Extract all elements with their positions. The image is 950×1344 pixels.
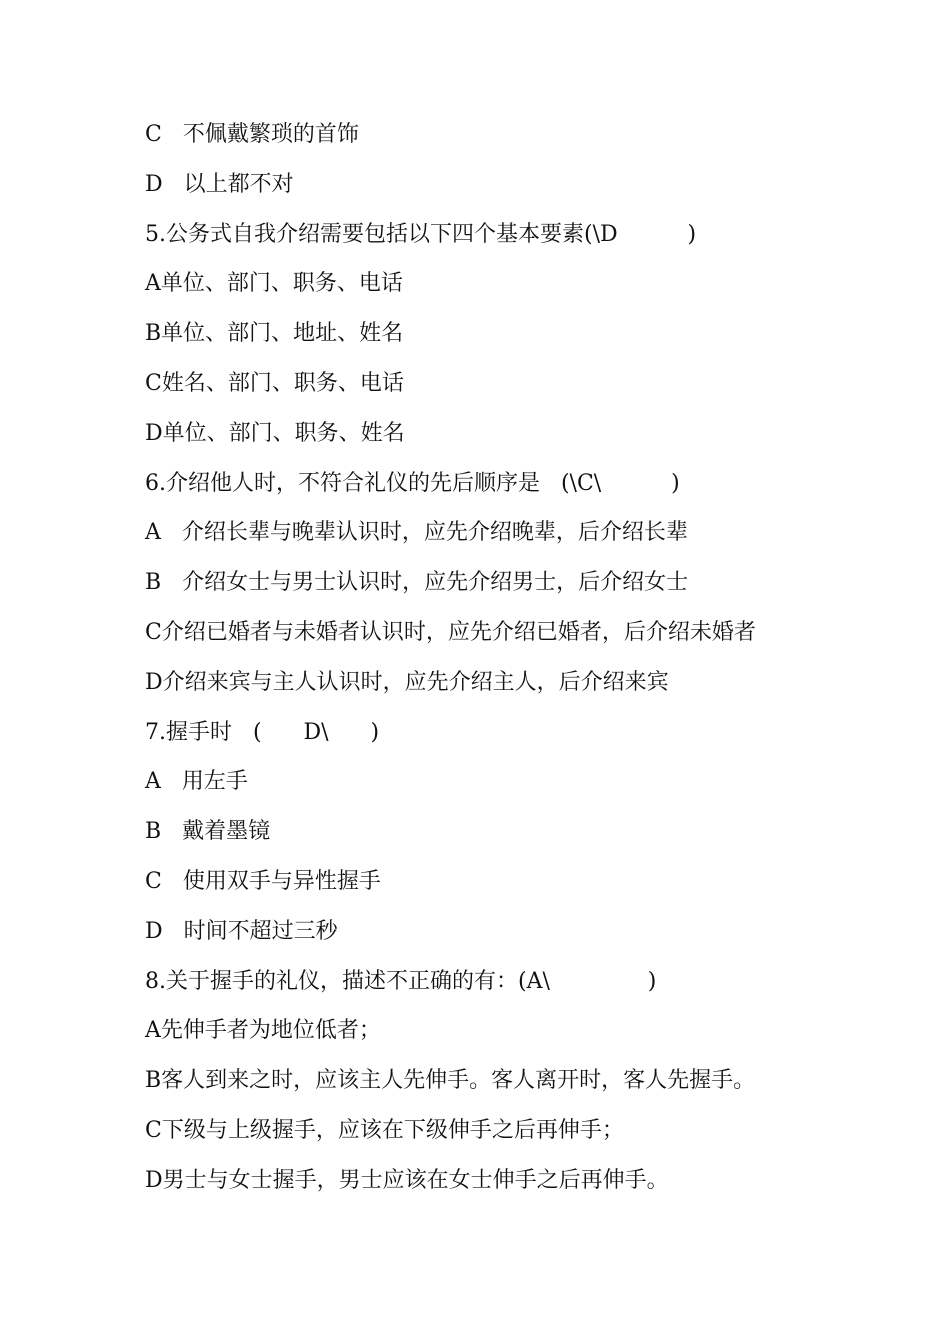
question-5-option-b: B单位、部门、地址、姓名 [145,321,404,347]
question-5-stem: 5.公务式自我介绍需要包括以下四个基本要素(\D ) [145,221,697,247]
question-7-stem: 7.握手时 ( D\ ) [145,719,380,745]
question-8-option-c: C下级与上级握手，应该在下级伸手之后再伸手； [145,1117,624,1143]
question-5-option-c: C姓名、部门、职务、电话 [145,370,404,396]
question-6-option-c: C介绍已婚者与未婚者认识时，应先介绍已婚者，后介绍未婚者 [145,619,756,645]
question-7-option-d: D 时间不超过三秒 [145,918,338,944]
question-6-stem: 6.介绍他人时，不符合礼仪的先后顺序是 (\C\ ) [145,470,680,496]
question-5-option-d: D单位、部门、职务、姓名 [145,420,405,446]
question-7-option-b: B 戴着墨镜 [145,819,271,845]
question-8-option-b: B客人到来之时，应该主人先伸手。客人离开时，客人先握手。 [145,1068,756,1094]
text-line: D 以上都不对 [145,171,294,197]
question-text-block [145,110,905,1206]
question-7-option-a: A 用左手 [145,769,248,795]
question-6-option-b: B 介绍女士与男士认识时，应先介绍男士，后介绍女士 [145,570,689,596]
question-8-option-d: D男士与女士握手，男士应该在女士伸手之后再伸手。 [145,1167,669,1193]
question-5-option-a: A单位、部门、职务、电话 [145,271,403,297]
question-8-stem: 8.关于握手的礼仪，描述不正确的有：(A\ ) [145,968,657,994]
question-7-option-c: C 使用双手与异性握手 [145,868,381,894]
text-line: C 不佩戴繁琐的首饰 [145,122,359,147]
question-6-option-d: D介绍来宾与主人认识时，应先介绍主人，后介绍来宾 [145,669,669,695]
question-8-option-a: A先伸手者为地位低者； [145,1018,381,1044]
question-6-option-a: A 介绍长辈与晚辈认识时，应先介绍晚辈，后介绍长辈 [145,520,688,546]
